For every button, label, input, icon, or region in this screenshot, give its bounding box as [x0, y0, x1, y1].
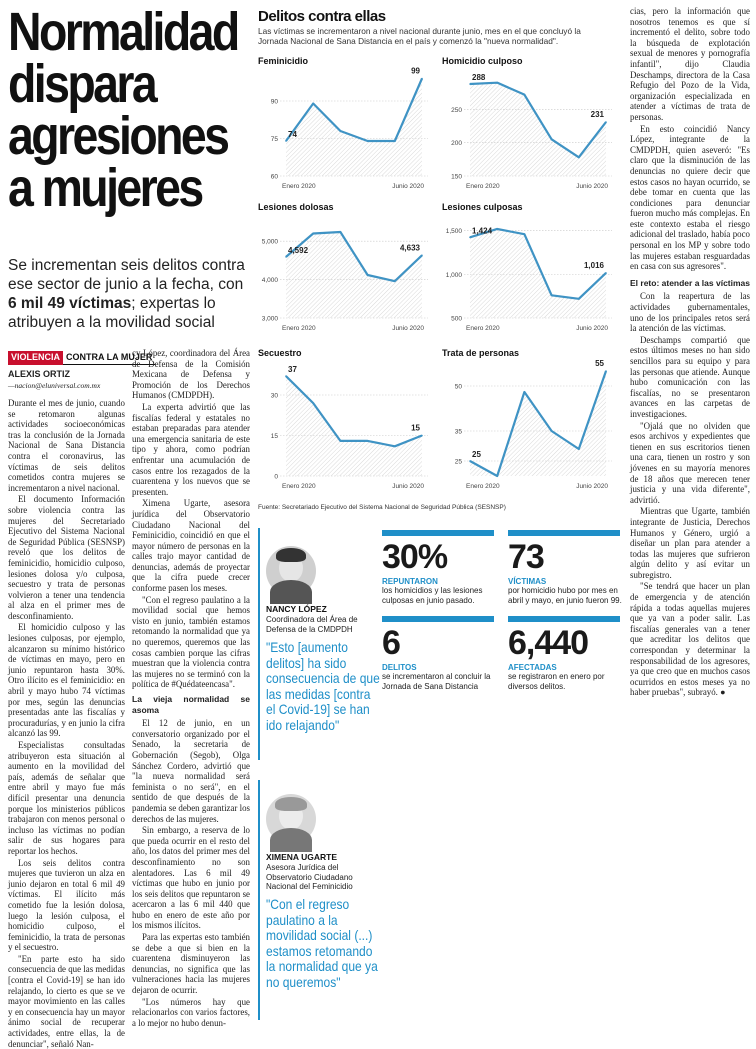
headline-line-1: Normalidad: [8, 2, 238, 62]
paragraph: "Se tendrá que hacer un plan de emergencia y de atención rápida a todas aquellas mujeres que ya van a poder salir. Las fiscalías generales van a tener que acreditar los delitos que correspondan y determinar la responsabilidad de los agresores, ya que creo que en muchos casos ocurridos en estos meses ya no haber pruebas", subrayó. ●: [630, 581, 750, 698]
chart-homicidio-culposo: [442, 70, 618, 192]
data-point: [551, 295, 553, 297]
stat-bar: [508, 530, 620, 536]
x-tick-label: Enero 2020: [282, 183, 316, 190]
data-label-last: 15: [411, 423, 420, 433]
paragraph: "Los números hay que relacionarlos con varios factores, a lo mejor no hubo denun-: [132, 996, 250, 1028]
x-tick-label: Junio 2020: [392, 183, 424, 190]
data-point: [551, 139, 553, 141]
series-area: [470, 83, 606, 176]
avatar: [266, 546, 316, 596]
section-tag-primary: VIOLENCIA: [8, 351, 63, 365]
x-tick-label: Enero 2020: [466, 483, 500, 490]
data-point: [367, 274, 369, 276]
paragraph: En esto coincidió Nancy López, integrante de la CMDPDH, quien aseveró: "Es claro que la disminución de las denuncias no quiere decir que estos casos no hayan ocurrido, se debe tomar en cuenta que las condiciones para denunciar fueron mucho más complejas. En este contexto estaba el riesgo adicional del traslado, había poco personal en los MP y sobre todo las mujeres estaban resguardadas en casa con sus agresores".: [630, 123, 750, 272]
stat-bar: [382, 616, 494, 622]
y-tick-label: 4,000: [261, 277, 278, 285]
stat-bar: [508, 616, 620, 622]
quote-card-nancy-lopez: [258, 528, 380, 760]
chart-secuestro: [258, 362, 434, 492]
data-label-first: 1,424: [472, 226, 493, 236]
article-column-1: [8, 398, 125, 1049]
quote-text: "Esto [aumento delitos] ha sido consecuencia de que las medidas [contra el Covid-19] se han ido relajando": [266, 639, 380, 733]
quote-name: XIMENA UGARTE: [266, 852, 337, 862]
data-label-first: 37: [288, 365, 297, 375]
section-tag-secondary: CONTRA LA MUJER: [63, 351, 155, 365]
stat-73-victimas: [508, 530, 624, 605]
data-label-last: 4,633: [399, 243, 420, 253]
series-area: [470, 229, 606, 318]
data-point: [578, 448, 580, 450]
data-label-last: 1,016: [583, 260, 604, 270]
x-tick-label: Junio 2020: [392, 483, 424, 490]
paragraph: Con la reapertura de las actividades gubernamentales, uno de los principales retos será la atención de las víctimas.: [630, 291, 750, 334]
y-tick-label: 1,500: [445, 228, 462, 236]
data-point: [367, 140, 369, 142]
y-tick-label: 3,000: [261, 315, 278, 323]
dek-part-1: Se incrementan seis delitos contra ese sector de junio a la fecha, con: [8, 257, 245, 293]
data-point: [469, 237, 471, 239]
quote-card-ximena-ugarte: [258, 780, 378, 1020]
stat-label: REPUNTARON: [382, 577, 438, 586]
data-label-last: 231: [590, 110, 604, 119]
stat-label: DELITOS: [382, 663, 417, 672]
data-point: [578, 157, 580, 159]
paragraph: Durante el mes de junio, cuando se retomaron algunas actividades socioeconómicas tras la conclusión de la Jornada Nacional de Sana Distancia contra el coronavirus, las víctimas de seis delitos cometidos contra mujeres se incrementaron a nivel nacional.: [8, 398, 125, 493]
data-label-first: 25: [472, 450, 481, 459]
chart-title-lesiones-dolosas: Lesiones dolosas: [258, 202, 334, 212]
stat-value: 6: [382, 624, 400, 662]
stat-30-percent: [382, 530, 498, 605]
dek: [8, 256, 250, 332]
data-point: [578, 298, 580, 300]
series-area: [286, 376, 422, 476]
y-tick-label: 5,000: [261, 238, 278, 246]
stat-value: 73: [508, 538, 544, 576]
paragraph: Los seis delitos contra mujeres que tuvieron un alza en junio dejaron en total 6 mil 49 víctimas. El ilícito más cometido fue la lesión dolosa, luego la lesión culposa, el homicidio culposo, el feminicidio, la trata de personas y el secuestro.: [8, 857, 125, 953]
data-point: [394, 446, 396, 448]
quote-card-border: [258, 780, 260, 1020]
y-tick-label: 60: [270, 173, 278, 181]
paragraph: El 12 de junio, en un conversatorio organizado por el Senado, la secretaria de Gobernación (Segob), Olga Sánchez Cordero, advirtió que "la nueva normalidad será feminista o no será", en el sentido de que después de la pandemia se deben garantizar los derechos de las mujeres.: [132, 718, 250, 824]
avatar: [266, 794, 316, 844]
x-tick-label: Junio 2020: [576, 183, 608, 190]
paragraph: Sin embargo, a reserva de lo que pueda ocurrir en el resto del año, los datos del primer mes del desconfinamiento no son alentadores. Las 6 mil 49 víctimas que hubo en junio por los seis delitos que repuntaron se acercaron a las 6 mil 440 que hubo en enero de este año por los mismos ilícitos.: [132, 825, 250, 931]
quote-text: "Con el regreso paulatino a la movilidad social (...) estamos retomando la normalidad que ya no queremos": [266, 896, 378, 990]
stat-description: se registraron en enero por diversos delitos.: [508, 672, 605, 691]
data-label-first: 288: [472, 73, 486, 82]
x-tick-label: Junio 2020: [392, 325, 424, 332]
y-tick-label: 90: [270, 98, 278, 106]
graphic-source: Fuente: Secretariado Ejecutivo del Sistema Nacional de Seguridad Pública (SESNSP): [258, 504, 506, 511]
paragraph: Para las expertas esto también se debe a que si bien en la cuarentena disminuyeron las denuncias, no significa que las vulneraciones hacia las mujeres dejaron de ocurrir.: [132, 932, 250, 996]
y-tick-label: 35: [454, 428, 462, 436]
data-point: [421, 78, 423, 80]
y-tick-label: 25: [454, 458, 462, 466]
data-point: [394, 140, 396, 142]
article-column-2: [132, 348, 250, 1028]
y-tick-label: 1,000: [445, 271, 462, 279]
headline-line-2: dispara: [8, 54, 156, 114]
data-point: [285, 256, 287, 258]
dek-part-2: ; expertas lo atribuyen a la movilidad social: [8, 295, 216, 331]
y-tick-label: 0: [274, 473, 278, 481]
paragraph: La experta advirtió que las fiscalías federal y estatales no estaban preparadas para atender una emergencia sanitaria de este tipo y ahora, como podrían enfrentar una acumulación de casos entre los rezagados de la cuarentena y los nuevos que se presenten.: [132, 401, 250, 497]
byline-name: ALEXIS ORTIZ: [8, 369, 71, 379]
y-tick-label: 200: [451, 140, 462, 148]
series-area: [470, 371, 606, 476]
data-label-first: 4,592: [288, 245, 309, 255]
stat-description: por homicidio hubo por mes en abril y mayo, en junio fueron 99.: [508, 586, 622, 605]
data-point: [312, 103, 314, 105]
x-tick-label: Enero 2020: [466, 183, 500, 190]
quote-role: Asesora Jurídica del Observatorio Ciudadano Nacional del Feminicidio: [266, 863, 353, 891]
stat-value: 6,440: [508, 624, 589, 662]
stat-6-delitos: [382, 616, 498, 691]
subheading-el-reto: El reto: atender a las víctimas: [630, 277, 750, 288]
headline-line-3: agresiones: [8, 106, 228, 166]
x-tick-label: Enero 2020: [282, 483, 316, 490]
headline-line-4: a mujeres: [8, 158, 202, 218]
paragraph: "Ojalá que no olviden que esos archivos y expedientes que tienen en sus escritorios tienen una cara, tienen un rostro y son jóvenes en su mayoría menores de 18 años que merecen tener justicia y una vida diferente", advirtió.: [630, 420, 750, 505]
y-tick-label: 500: [451, 315, 462, 323]
article-column-4: [630, 6, 750, 1020]
stat-description: los homicidios y las lesiones culposas en junio pasado.: [382, 586, 483, 605]
data-point: [421, 435, 423, 437]
data-point: [421, 254, 423, 256]
stat-value: 30%: [382, 538, 448, 576]
data-point: [469, 83, 471, 85]
stat-6440-afectadas: [508, 616, 624, 691]
chart-title-lesiones-culposas: Lesiones culposas: [442, 202, 523, 212]
data-point: [367, 440, 369, 442]
data-point: [524, 391, 526, 393]
y-tick-label: 250: [451, 106, 462, 114]
data-point: [524, 233, 526, 235]
x-tick-label: Enero 2020: [282, 325, 316, 332]
chart-lesiones-dolosas: [258, 216, 434, 334]
data-point: [312, 402, 314, 404]
data-point: [605, 272, 607, 274]
stat-bar: [382, 530, 494, 536]
data-point: [551, 430, 553, 432]
y-tick-label: 50: [454, 383, 462, 391]
paragraph: "Con el regreso paulatino a la movilidad social que hemos visto en junio, también estamos retomando la normalidad que ya no queremos, queremos que las cosas cambien porque las cifras muestran que la violencia contra las mujeres no se terminó con la política de #Quédateencasa".: [132, 594, 250, 690]
dek-bold: 6 mil 49 víctimas: [8, 295, 132, 312]
paragraph: Ximena Ugarte, asesora jurídica del Observatorio Ciudadano Nacional del Feminicidio, coincidió en que el mayor número de personas en la calles trajo mayor cantidad de denuncias, además de proyectar que la cifra puede crecer conforme pasen los meses.: [132, 498, 250, 594]
paragraph: Especialistas consultadas atribuyeron esta situación al aumento en la movilidad del país, además de señalar que entre abril y mayo fue más difícil presentar una denuncia porque los ministerios públicos trabajaron con menos personal o incluso las víctimas no podían salir de sus hogares para reportar los hechos.: [8, 740, 125, 856]
data-point: [496, 82, 498, 84]
data-point: [340, 130, 342, 132]
data-label-last: 99: [411, 66, 420, 76]
data-point: [496, 475, 498, 477]
chart-title-trata-de-personas: Trata de personas: [442, 348, 520, 358]
stat-label: VÍCTIMAS: [508, 577, 547, 586]
chart-title-homicidio-culposo: Homicidio culposo: [442, 56, 523, 66]
chart-title-feminicidio: Feminicidio: [258, 56, 309, 66]
data-point: [394, 280, 396, 282]
data-point: [340, 440, 342, 442]
chart-feminicidio: [258, 66, 434, 192]
data-label-first: 74: [288, 130, 297, 139]
quote-card-border: [258, 528, 260, 760]
quote-role: Coordinadora del Área de Defensa de la CMDPDH: [266, 615, 358, 634]
byline-email[interactable]: —nacion@eluniversal.com.mx: [8, 381, 101, 390]
data-point: [340, 231, 342, 233]
x-tick-label: Junio 2020: [576, 325, 608, 332]
y-tick-label: 30: [270, 392, 278, 400]
data-label-last: 55: [595, 359, 604, 368]
y-tick-label: 150: [451, 173, 462, 181]
chart-trata-de-personas: [442, 359, 618, 492]
graphic-title: Delitos contra ellas: [258, 8, 386, 25]
graphic-subtitle: Las víctimas se incrementaron a nivel nacional durante junio, mes en el que concluyó la Jornada Nacional de Sana Distancia en el país y comenzó la "nueva normalidad".: [258, 26, 581, 46]
data-point: [524, 94, 526, 96]
paragraph: cy López, coordinadora del Área de Defensa de la Comisión Mexicana de Defensa y Promoción de los Derechos Humanos (CMDPDH).: [132, 348, 250, 401]
paragraph: El documento Información sobre violencia contra las mujeres del Secretariado Ejecutivo del Sistema Nacional de Seguridad Pública (SESNSP) reveló que los delitos de feminicidio, homicidio culposo, lesiones dolosa y/o culposa, secuestro y trata de personas volvieron a tener una tendencia al alza en el primer mes de desconfinamiento.: [8, 494, 125, 621]
paragraph: cias, pero la información que nosotros tenemos es que sí incrementó el delito, sobre todo la búsqueda de explotación sexual de menores y pornografía infantil", dijo Claudia Deschamps, directora de la Casa Refugio del Pozo de la Vida, organización especializada en atender a víctimas de trata de personas.: [630, 6, 750, 122]
paragraph: "En parte esto ha sido consecuencia de que las medidas [contra el Covid-19] se han ido relajando, lo cierto es que se ve mayor movimiento en las calles y en consecuencia hay un mayor ánimo social de recuperar actividades, entre ellas, la de denunciar", señaló Nan-: [8, 953, 125, 1049]
chart-lesiones-culposas: [442, 216, 618, 334]
quote-name: NANCY LÓPEZ: [266, 604, 327, 614]
data-point: [312, 233, 314, 235]
paragraph: El homicidio culposo y las lesiones culposas, por ejemplo, alcanzaron su mínimo histórico de víctimas en mayo, pero en junio repuntaron hasta 30%. Otro ilícito es el feminicidio: en abril y mayo hubo 74 víctimas por mes, según las denuncias presentadas ante las fiscalías y procuradurías, y en junio la cifra alcanzó las 99.: [8, 622, 125, 739]
data-point: [605, 370, 607, 372]
data-point: [496, 228, 498, 230]
y-tick-label: 15: [270, 433, 278, 440]
paragraph: Deschamps compartió que estos últimos meses no han sido sencillos para su equipo y para las personas que atiende. Aunque hubo comunicación con las fiscalías, no se presentaron avances en las carpetas de investigaciones.: [630, 334, 750, 419]
paragraph: Mientras que Ugarte, también integrante de Justicia, Derechos Humanos y Género, urgió a diseñar un plan para atender a todas las mujeres que sufrieron algún delito y así evitar un subregistro.: [630, 506, 750, 580]
data-point: [605, 121, 607, 123]
x-tick-label: Junio 2020: [576, 483, 608, 490]
stat-label: AFECTADAS: [508, 663, 557, 672]
data-point: [285, 140, 287, 142]
subheading-vieja-normalidad: La vieja normalidad se asoma: [132, 694, 250, 715]
headline: [8, 2, 249, 218]
data-point: [285, 375, 287, 377]
stat-description: se incrementaron al concluir la Jornada de Sana Distancia: [382, 672, 491, 691]
chart-title-secuestro: Secuestro: [258, 348, 302, 358]
x-tick-label: Enero 2020: [466, 325, 500, 332]
data-point: [469, 460, 471, 462]
y-tick-label: 75: [270, 136, 278, 143]
chart-grid: [258, 52, 622, 502]
